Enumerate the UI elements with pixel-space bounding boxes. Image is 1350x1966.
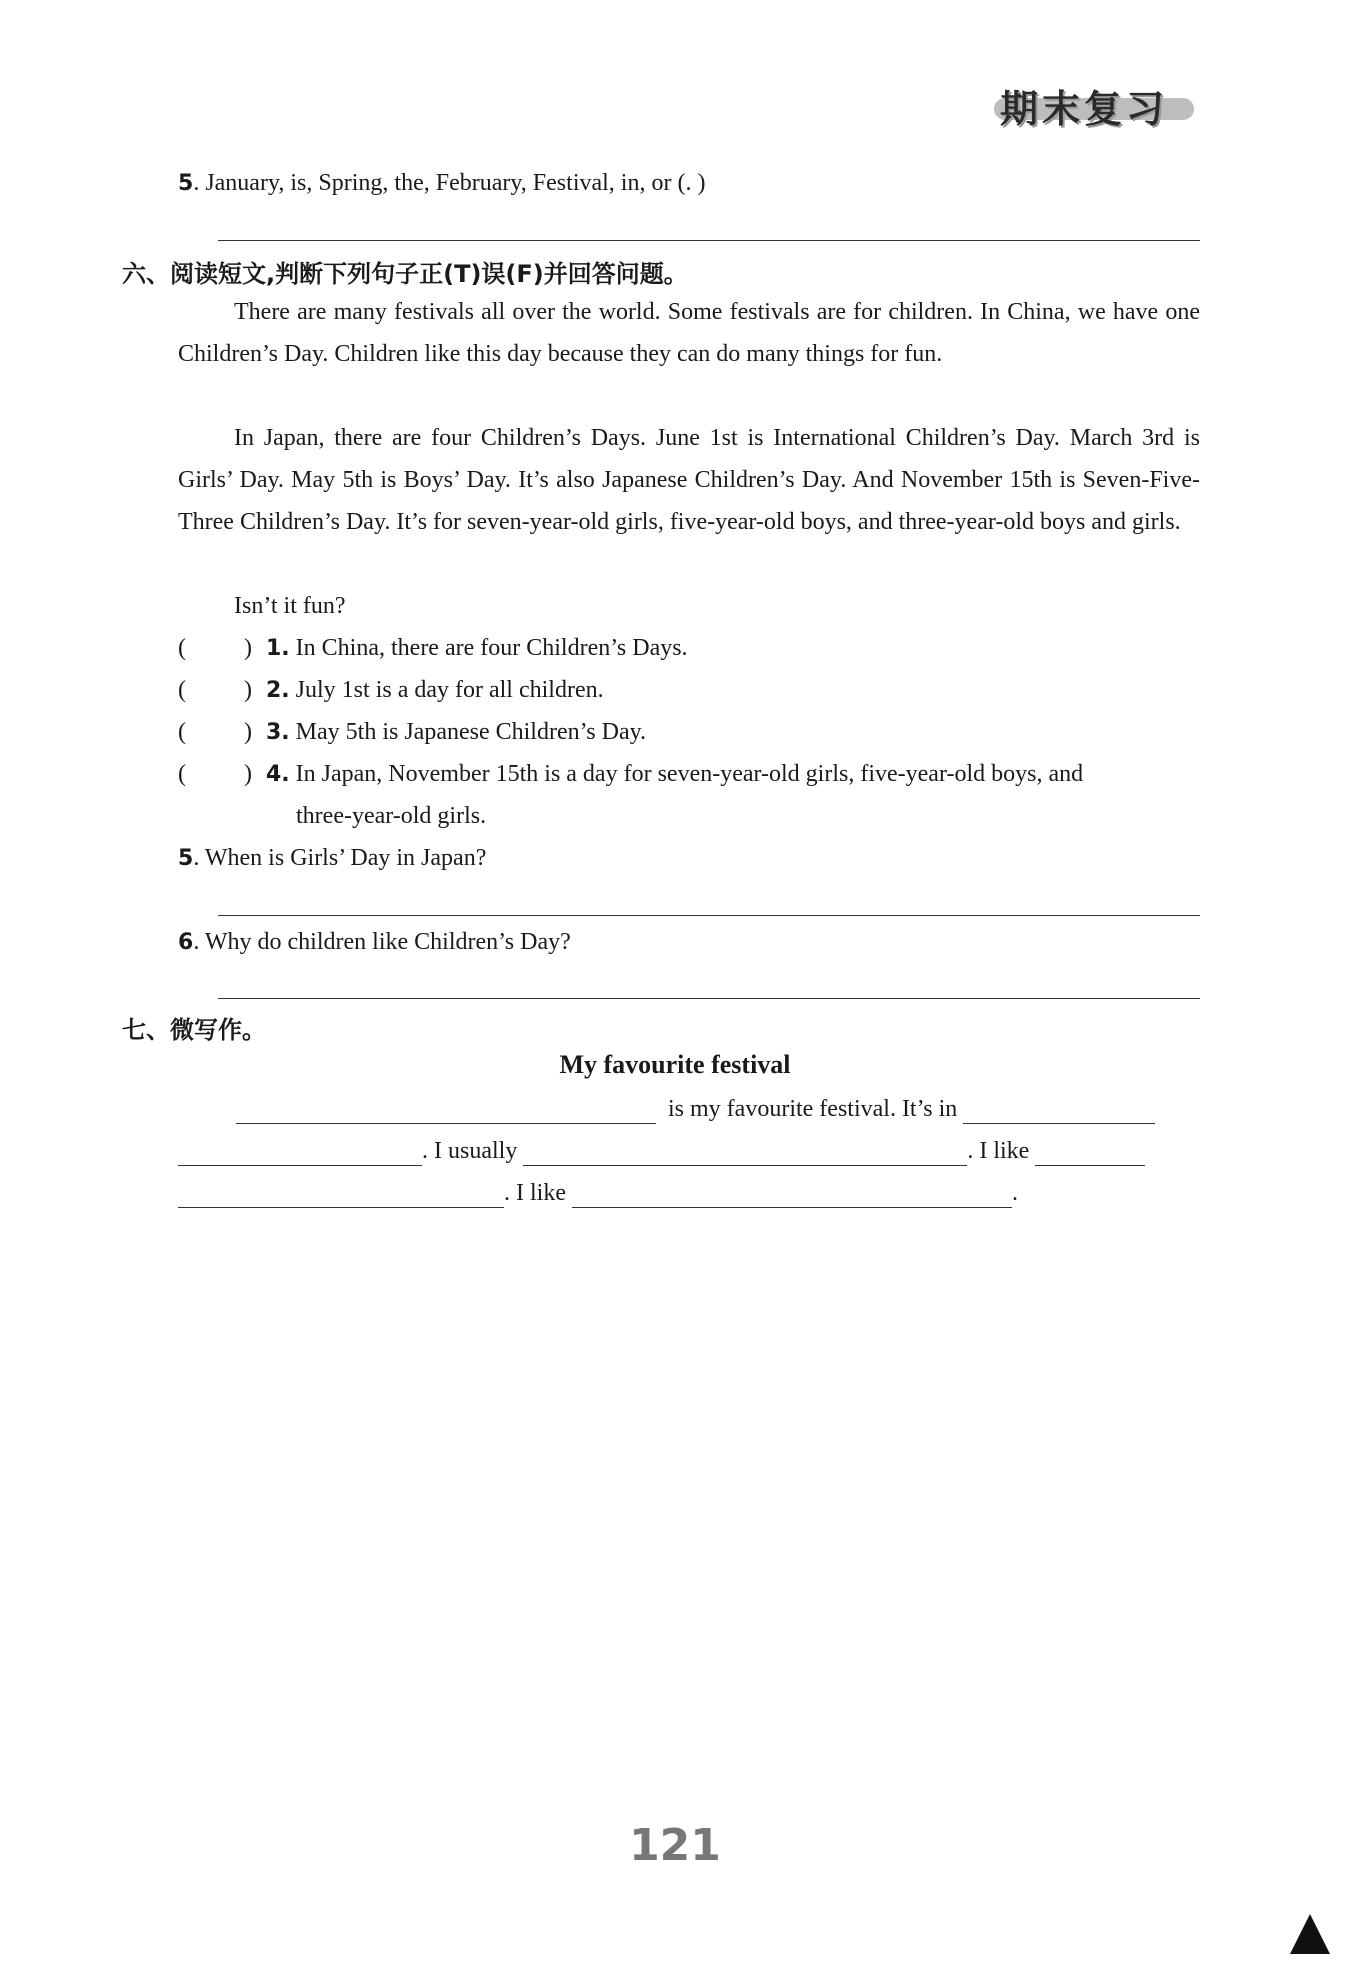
essay-line-1 xyxy=(236,1094,1155,1124)
essay-blank[interactable] xyxy=(178,1139,422,1166)
answer-paren-open[interactable]: ( xyxy=(178,719,186,745)
essay-line-3 xyxy=(178,1178,1018,1208)
answer-paren-close: ) xyxy=(244,761,252,787)
answer-paren-close: ) xyxy=(244,677,252,703)
corner-triangle-icon xyxy=(1290,1914,1330,1954)
passage-paragraph-2 xyxy=(178,417,1200,543)
paragraph-2-text: In Japan, there are four Children’s Days. June 1st is International Children’s Day. March 3rd is Girls’ Day. May 5th is Boys’ Day. It’s also Japanese Children’s Day. And November 15th is Seven-Five-Three Children’s Day. It’s for seven-year-old girls, five-year-old boys, and three-year-old boys and girls. xyxy=(178,425,1200,535)
question-5 xyxy=(178,843,486,874)
question-number: 5 xyxy=(178,846,194,871)
essay-blank[interactable] xyxy=(963,1097,1155,1124)
tf-number: 1. xyxy=(266,636,290,661)
answer-paren-open[interactable]: ( xyxy=(178,761,186,787)
essay-blank[interactable] xyxy=(523,1139,967,1166)
tf-item-text xyxy=(266,717,646,748)
answer-paren-close: ) xyxy=(244,719,252,745)
essay-text: . I like xyxy=(504,1180,566,1206)
question-6 xyxy=(178,927,571,958)
question-number: 5 xyxy=(178,171,194,196)
tf-statement: May 5th is Japanese Children’s Day. xyxy=(295,719,647,745)
question-text: . When is Girls’ Day in Japan? xyxy=(193,845,487,871)
essay-text: . I like xyxy=(967,1138,1030,1164)
passage-paragraph-1 xyxy=(178,291,1200,375)
question-number: 6 xyxy=(178,930,194,955)
answer-line-q5-top[interactable] xyxy=(218,240,1200,241)
essay-text: . I usually xyxy=(422,1138,518,1164)
essay-text: is my favourite festival. It’s in xyxy=(668,1096,958,1122)
essay-blank[interactable] xyxy=(1035,1139,1145,1166)
essay-blank[interactable] xyxy=(178,1181,504,1208)
passage-paragraph-3 xyxy=(178,585,1200,627)
answer-paren-close: ) xyxy=(244,635,252,661)
tf-statement: In China, there are four Children’s Days. xyxy=(295,635,688,661)
tf-statement: In Japan, November 15th is a day for seven-year-old girls, five-year-old boys, and xyxy=(295,761,1084,787)
question-text: . January, is, Spring, the, February, Festival, in, or (. ) xyxy=(193,170,706,196)
essay-blank[interactable] xyxy=(572,1181,1012,1208)
answer-paren-open[interactable]: ( xyxy=(178,635,186,661)
answer-line-q6[interactable] xyxy=(218,998,1200,999)
paragraph-1-text: There are many festivals all over the world. Some festivals are for children. In China, we have one Children’s Day. Children like this day because they can do many things for fun. xyxy=(178,299,1200,367)
tf-number: 2. xyxy=(266,678,290,703)
tf-statement: July 1st is a day for all children. xyxy=(295,677,604,703)
tf-item-text xyxy=(266,759,1083,790)
question-text: . Why do children like Children’s Day? xyxy=(193,929,571,955)
answer-line-q5[interactable] xyxy=(218,915,1200,916)
paragraph-3-text: Isn’t it fun? xyxy=(234,593,346,619)
essay-text: . xyxy=(1011,1180,1018,1206)
tf-number: 3. xyxy=(266,720,290,745)
essay-title: My favourite festival xyxy=(559,1050,791,1079)
header-badge xyxy=(1000,78,1168,133)
section-7-title: 七、微写作。 xyxy=(122,1016,266,1044)
page-number: 121 xyxy=(629,1820,721,1871)
tf-number: 4. xyxy=(266,762,290,787)
question-5-top xyxy=(178,168,705,199)
essay-line-2 xyxy=(178,1136,1145,1166)
essay-blank[interactable] xyxy=(236,1097,656,1124)
answer-paren-open[interactable]: ( xyxy=(178,677,186,703)
header-badge-text: 期末复习 xyxy=(1000,87,1169,131)
tf-item-4-continued: three-year-old girls. xyxy=(296,803,487,829)
tf-item-text xyxy=(266,633,688,664)
tf-item-text xyxy=(266,675,604,706)
section-6-title: 六、阅读短文,判断下列句子正(T)误(F)并回答问题。 xyxy=(122,260,688,288)
